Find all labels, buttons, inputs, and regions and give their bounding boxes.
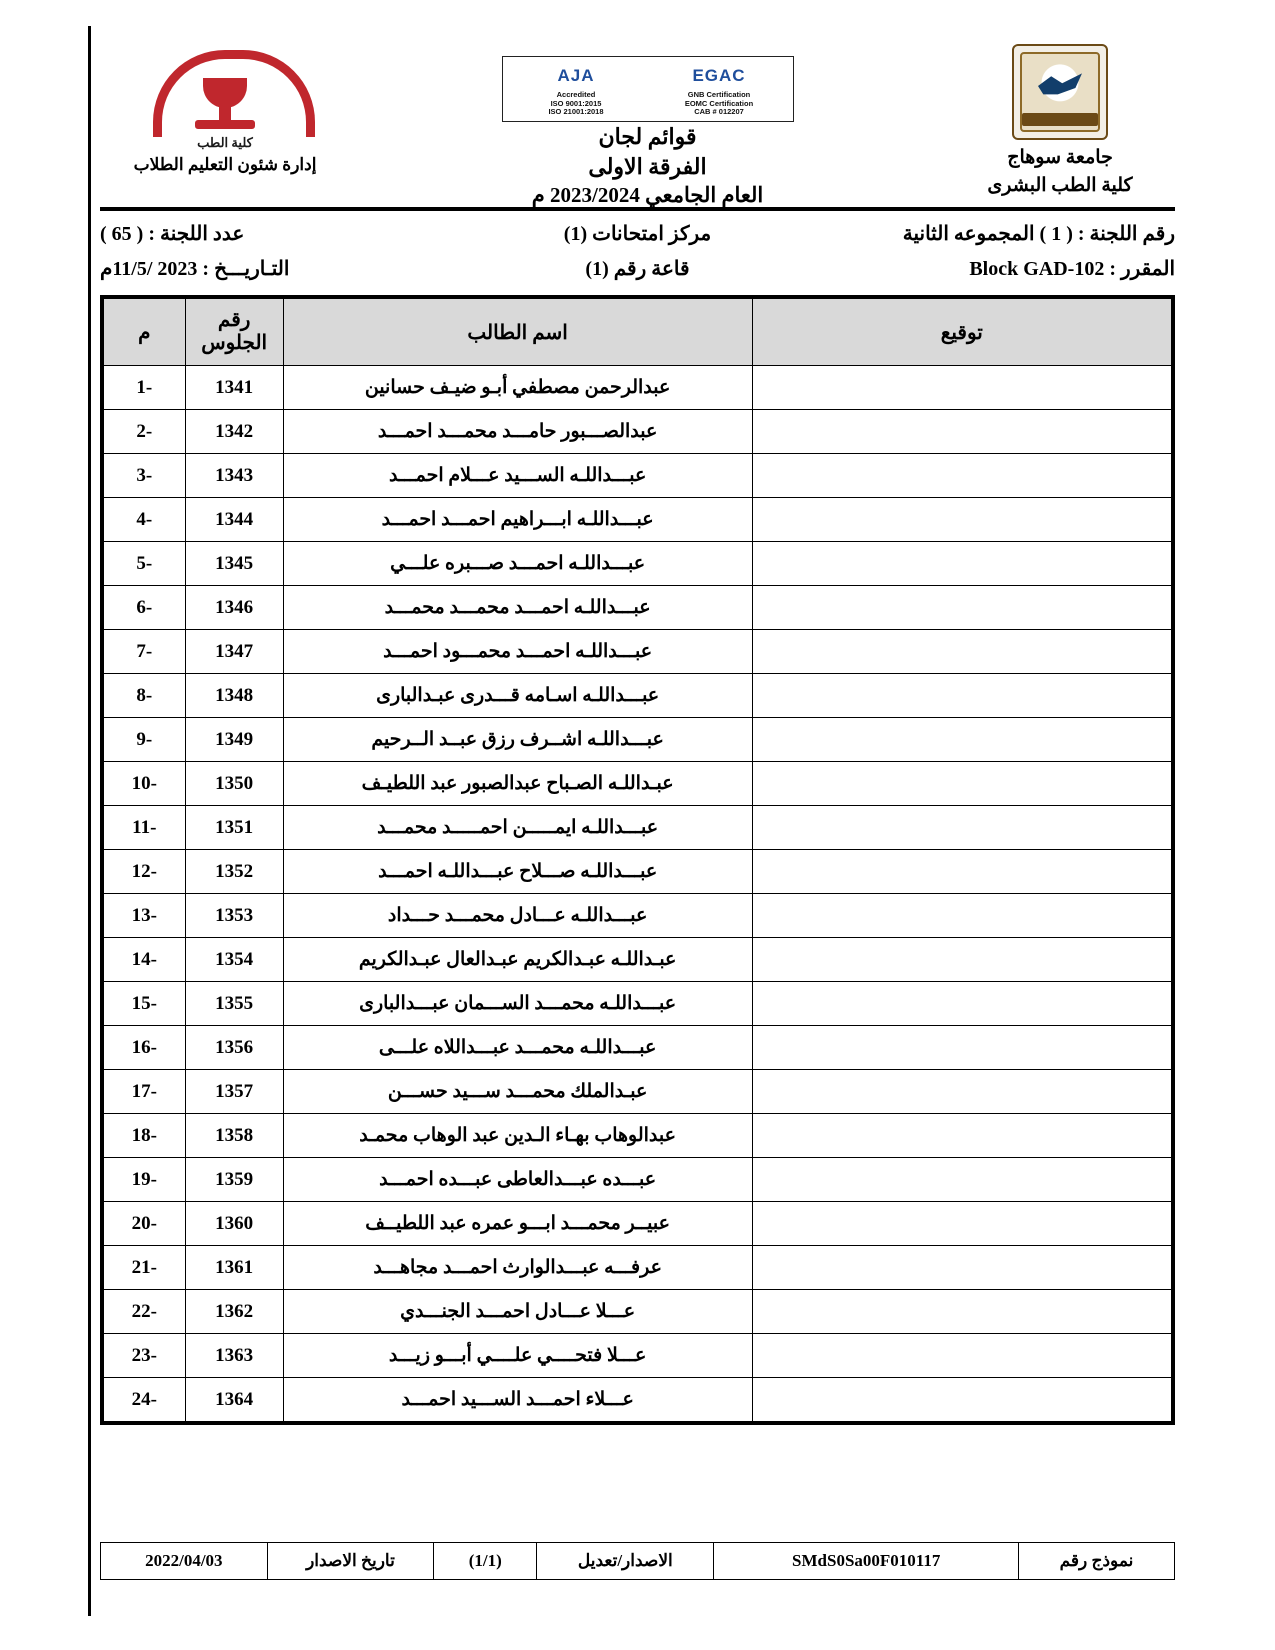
seat-number-cell: 1364 bbox=[185, 1378, 283, 1424]
student-name-cell: عبـــداللـه احمـــد محمـــد محمـــد bbox=[283, 586, 752, 630]
committee-number: رقم اللجنة : ( 1 ) المجموعه الثانية bbox=[902, 223, 1175, 245]
student-name-cell: عبـــداللـه احمـــد صـــبره علـــي bbox=[283, 542, 752, 586]
signature-cell[interactable] bbox=[752, 586, 1173, 630]
table-row bbox=[102, 806, 1173, 850]
header-right-block bbox=[945, 40, 1175, 199]
student-name-cell: عبـــداللـه صـــلاح عبـــداللـه احمـــد bbox=[283, 850, 752, 894]
row-index-cell: -1 bbox=[102, 366, 185, 410]
header-left-block bbox=[100, 40, 350, 175]
seat-number-cell: 1361 bbox=[185, 1246, 283, 1290]
footer-row bbox=[101, 1543, 1175, 1580]
seat-number-cell: 1358 bbox=[185, 1114, 283, 1158]
table-row bbox=[102, 1070, 1173, 1114]
seat-number-cell: 1355 bbox=[185, 982, 283, 1026]
row-index-cell: -6 bbox=[102, 586, 185, 630]
row-index-cell: -19 bbox=[102, 1158, 185, 1202]
seat-number-cell: 1347 bbox=[185, 630, 283, 674]
table-row bbox=[102, 366, 1173, 410]
egac-line-1: GNB Certification bbox=[687, 90, 751, 99]
date-value: 2023 /11/5م bbox=[100, 258, 198, 280]
committee-info bbox=[100, 217, 1175, 287]
student-name-cell: عرفـــه عبـــدالوارث احمـــد مجاهـــد bbox=[283, 1246, 752, 1290]
table-row bbox=[102, 718, 1173, 762]
student-name-cell: عبـــداللـه ابـــراهيم احمـــد احمـــد bbox=[283, 498, 752, 542]
row-index-cell: -15 bbox=[102, 982, 185, 1026]
table-row bbox=[102, 850, 1173, 894]
revision-value: (1/1) bbox=[434, 1543, 537, 1580]
signature-cell[interactable] bbox=[752, 542, 1173, 586]
signature-cell[interactable] bbox=[752, 806, 1173, 850]
date-label: التـاريـــخ : bbox=[202, 258, 290, 280]
column-header-name: اسم الطالب bbox=[283, 297, 752, 366]
student-name-cell: عبـدالملك محمـــد ســـيد حســـن bbox=[283, 1070, 752, 1114]
row-index-cell: -21 bbox=[102, 1246, 185, 1290]
table-row bbox=[102, 630, 1173, 674]
signature-cell[interactable] bbox=[752, 410, 1173, 454]
hall-number: قاعة رقم (1) bbox=[585, 258, 690, 280]
signature-cell[interactable] bbox=[752, 1290, 1173, 1334]
student-name-cell: عـــلاء احمـــد الســـيد احمـــد bbox=[283, 1378, 752, 1424]
course-label: المقرر : bbox=[1109, 258, 1175, 280]
exam-center: مركز امتحانات (1) bbox=[563, 223, 712, 245]
student-name-cell: عبـــداللـه احمـــد محمـــود احمـــد bbox=[283, 630, 752, 674]
student-name-cell: عبـــداللـه عـــادل محمـــد حـــداد bbox=[283, 894, 752, 938]
row-index-cell: -10 bbox=[102, 762, 185, 806]
signature-cell[interactable] bbox=[752, 938, 1173, 982]
signature-cell[interactable] bbox=[752, 982, 1173, 1026]
signature-cell[interactable] bbox=[752, 1026, 1173, 1070]
table-row bbox=[102, 542, 1173, 586]
signature-cell[interactable] bbox=[752, 762, 1173, 806]
row-index-cell: -16 bbox=[102, 1026, 185, 1070]
aja-line-3: ISO 21001:2018 bbox=[548, 107, 604, 117]
table-row bbox=[102, 762, 1173, 806]
administration-name: إدارة شئون التعليم الطلاب bbox=[133, 155, 317, 174]
table-row bbox=[102, 498, 1173, 542]
signature-cell[interactable] bbox=[752, 1246, 1173, 1290]
student-name-cell: عـــلا عـــادل احمـــد الجنـــدي bbox=[283, 1290, 752, 1334]
row-index-cell: -23 bbox=[102, 1334, 185, 1378]
student-name-cell: عـــلا فتحــــي علــــي أبـــو زيـــد bbox=[283, 1334, 752, 1378]
issue-date-label: تاريخ الاصدار bbox=[267, 1543, 434, 1580]
student-name-cell: عبـــداللـه محمـــد الســـمان عبـــدالبارى bbox=[283, 982, 752, 1026]
form-number-label: نموذج رقم bbox=[1019, 1543, 1175, 1580]
form-code-value: SMdS0Sa00F010117 bbox=[714, 1543, 1019, 1580]
egac-certification-badge bbox=[652, 61, 787, 117]
seat-number-cell: 1352 bbox=[185, 850, 283, 894]
table-row bbox=[102, 1290, 1173, 1334]
seat-number-cell: 1362 bbox=[185, 1290, 283, 1334]
student-name-cell: عبـــداللـه ايمـــــن احمـــــد محمـــد bbox=[283, 806, 752, 850]
title-line-2: الفرقة الاولى bbox=[588, 153, 707, 179]
accreditation-badges bbox=[502, 56, 794, 122]
table-row bbox=[102, 1114, 1173, 1158]
aja-certification-badge bbox=[509, 61, 644, 117]
seat-number-cell: 1359 bbox=[185, 1158, 283, 1202]
seat-number-cell: 1363 bbox=[185, 1334, 283, 1378]
revision-label: الاصدار/تعديل bbox=[537, 1543, 714, 1580]
seat-number-cell: 1348 bbox=[185, 674, 283, 718]
student-name-cell: عبـــده عبـــدالعاطى عبـــده احمـــد bbox=[283, 1158, 752, 1202]
info-row-2 bbox=[100, 252, 1175, 287]
seat-number-cell: 1342 bbox=[185, 410, 283, 454]
signature-cell[interactable] bbox=[752, 894, 1173, 938]
title-line-3: العام الجامعي 2023/2024 م bbox=[531, 183, 764, 208]
table-row bbox=[102, 938, 1173, 982]
row-index-cell: -24 bbox=[102, 1378, 185, 1424]
signature-cell[interactable] bbox=[752, 498, 1173, 542]
seat-number-cell: 1349 bbox=[185, 718, 283, 762]
table-row bbox=[102, 1026, 1173, 1070]
table-row bbox=[102, 1246, 1173, 1290]
student-name-cell: عبـــداللـه محمـــد عبـــداللاه علـــى bbox=[283, 1026, 752, 1070]
row-index-cell: -11 bbox=[102, 806, 185, 850]
seat-number-cell: 1356 bbox=[185, 1026, 283, 1070]
table-row bbox=[102, 454, 1173, 498]
date-field bbox=[100, 252, 466, 287]
signature-cell[interactable] bbox=[752, 718, 1173, 762]
row-index-cell: -9 bbox=[102, 718, 185, 762]
signature-cell[interactable] bbox=[752, 1378, 1173, 1424]
seat-number-cell: 1350 bbox=[185, 762, 283, 806]
row-index-cell: -4 bbox=[102, 498, 185, 542]
table-row bbox=[102, 1158, 1173, 1202]
row-index-cell: -13 bbox=[102, 894, 185, 938]
seat-number-cell: 1346 bbox=[185, 586, 283, 630]
row-index-cell: -17 bbox=[102, 1070, 185, 1114]
row-index-cell: -5 bbox=[102, 542, 185, 586]
table-row bbox=[102, 586, 1173, 630]
student-name-cell: عبـــداللـه اسـامه قـــدرى عبـدالبارى bbox=[283, 674, 752, 718]
student-name-cell: عبـــداللـه اشــرف رزق عبــد الــرحيم bbox=[283, 718, 752, 762]
document-header bbox=[100, 40, 1175, 208]
row-index-cell: -3 bbox=[102, 454, 185, 498]
row-index-cell: -14 bbox=[102, 938, 185, 982]
table-row bbox=[102, 1334, 1173, 1378]
row-index-cell: -8 bbox=[102, 674, 185, 718]
table-row bbox=[102, 674, 1173, 718]
signature-cell[interactable] bbox=[752, 1202, 1173, 1246]
info-row-1 bbox=[100, 217, 1175, 252]
row-index-cell: -2 bbox=[102, 410, 185, 454]
sohag-university-logo-icon bbox=[1012, 44, 1108, 140]
column-header-seat: رقم الجلوس bbox=[185, 297, 283, 366]
egac-line-3: CAB # 012207 bbox=[694, 107, 744, 117]
faculty-logo-caption: كلية الطب bbox=[197, 135, 253, 150]
student-name-cell: عبـداللـه الصـباح عبدالصبور عبد اللطيـف bbox=[283, 762, 752, 806]
committee-count: عدد اللجنة : ( 65 ) bbox=[100, 223, 245, 245]
signature-cell[interactable] bbox=[752, 454, 1173, 498]
signature-cell[interactable] bbox=[752, 1114, 1173, 1158]
signature-cell[interactable] bbox=[752, 630, 1173, 674]
seat-number-cell: 1344 bbox=[185, 498, 283, 542]
row-index-cell: -20 bbox=[102, 1202, 185, 1246]
row-index-cell: -7 bbox=[102, 630, 185, 674]
student-roster-table bbox=[100, 295, 1175, 1425]
signature-cell[interactable] bbox=[752, 366, 1173, 410]
row-index-cell: -22 bbox=[102, 1290, 185, 1334]
student-name-cell: عبدالرحمن مصطفي أبـو ضيـف حسانين bbox=[283, 366, 752, 410]
signature-cell[interactable] bbox=[752, 674, 1173, 718]
seat-number-cell: 1341 bbox=[185, 366, 283, 410]
signature-cell[interactable] bbox=[752, 850, 1173, 894]
seat-number-cell: 1360 bbox=[185, 1202, 283, 1246]
aja-line-2: ISO 9001:2015 bbox=[550, 98, 602, 108]
table-row bbox=[102, 1378, 1173, 1424]
signature-cell[interactable] bbox=[752, 1158, 1173, 1202]
seat-number-cell: 1353 bbox=[185, 894, 283, 938]
footer-table bbox=[100, 1542, 1175, 1580]
university-name: جامعة سوهاج bbox=[1007, 147, 1113, 168]
document-footer bbox=[100, 1542, 1175, 1580]
seat-number-cell: 1357 bbox=[185, 1070, 283, 1114]
seat-number-cell: 1351 bbox=[185, 806, 283, 850]
column-header-index: م bbox=[102, 297, 185, 366]
seat-number-cell: 1343 bbox=[185, 454, 283, 498]
student-name-cell: عبدالوهاب بهـاء الـدين عبد الوهاب محمـد bbox=[283, 1114, 752, 1158]
student-name-cell: عبـــداللـه الســـيد عـــلام احمـــد bbox=[283, 454, 752, 498]
course-field bbox=[810, 252, 1176, 287]
course-value: Block GAD-102 bbox=[969, 258, 1105, 280]
student-name-cell: عبيــر محمـــد ابـــو عمره عبد اللطيــف bbox=[283, 1202, 752, 1246]
seat-number-cell: 1354 bbox=[185, 938, 283, 982]
table-header-row bbox=[102, 297, 1173, 366]
column-header-signature: توقيع bbox=[752, 297, 1173, 366]
table-row bbox=[102, 982, 1173, 1026]
header-center-block bbox=[350, 40, 945, 210]
title-line-1: قوائم لجان bbox=[598, 123, 697, 149]
table-row bbox=[102, 894, 1173, 938]
signature-cell[interactable] bbox=[752, 1334, 1173, 1378]
issue-date-value: 2022/04/03 bbox=[101, 1543, 268, 1580]
signature-cell[interactable] bbox=[752, 1070, 1173, 1114]
aja-logo-icon: AJA bbox=[557, 66, 595, 86]
egac-logo-icon: EGAC bbox=[692, 66, 746, 86]
table-row bbox=[102, 410, 1173, 454]
student-name-cell: عبـداللـه عبـدالكريم عبـدالعال عبـدالكريم bbox=[283, 938, 752, 982]
student-name-cell: عبدالصـــبور حامـــد محمـــد احمـــد bbox=[283, 410, 752, 454]
egac-line-2: EOMC Certification bbox=[684, 98, 754, 108]
faculty-of-medicine-logo-icon bbox=[145, 44, 305, 149]
faculty-name: كلية الطب البشرى bbox=[987, 174, 1133, 196]
row-index-cell: -12 bbox=[102, 850, 185, 894]
table-row bbox=[102, 1202, 1173, 1246]
aja-line-1: Accredited bbox=[556, 90, 596, 99]
document-title bbox=[532, 122, 763, 210]
seat-number-cell: 1345 bbox=[185, 542, 283, 586]
row-index-cell: -18 bbox=[102, 1114, 185, 1158]
